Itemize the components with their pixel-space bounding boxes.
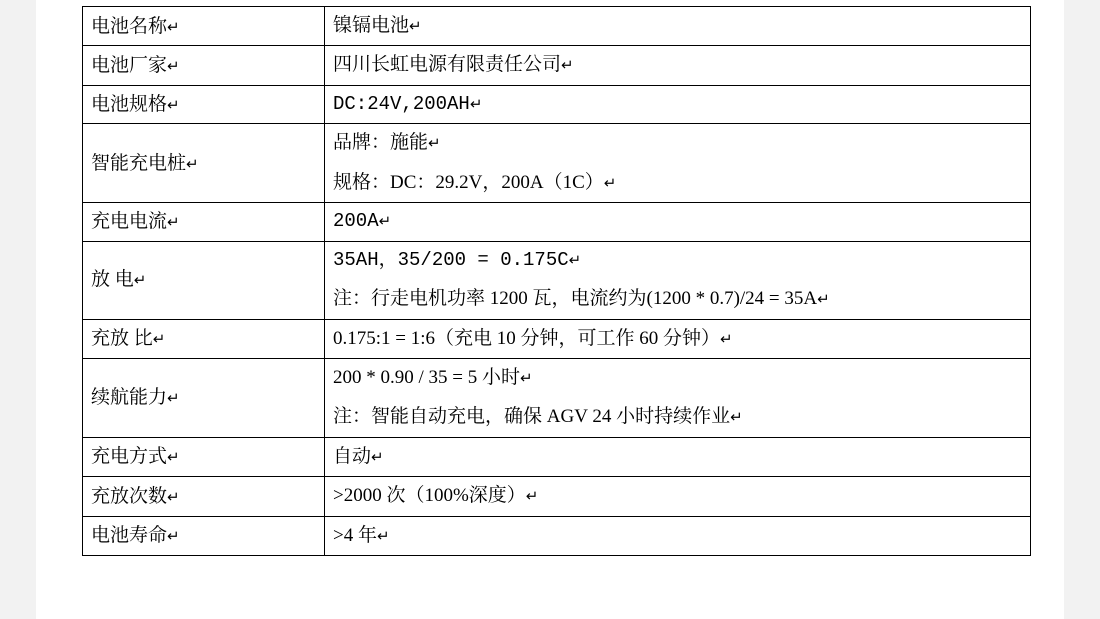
- row-label-cell: [83, 85, 325, 123]
- table-row: [83, 319, 1031, 358]
- value-text: >4 年: [333, 524, 377, 546]
- table-row: [83, 241, 1031, 319]
- value-line: [333, 168, 1022, 198]
- pilcrow-mark: ↵: [520, 370, 533, 387]
- pilcrow-mark: ↵: [152, 332, 166, 348]
- row-value-cell: [325, 241, 1031, 319]
- value-line: [333, 11, 1022, 41]
- row-label-cell: [83, 516, 325, 555]
- row-value-cell: [325, 477, 1031, 516]
- pilcrow-mark: ↵: [167, 19, 180, 36]
- row-label-cell: [83, 203, 325, 241]
- row-label: 充电方式: [91, 446, 168, 468]
- table-row: [83, 7, 1031, 46]
- row-label: 电池厂家: [91, 54, 168, 76]
- value-text: 注：行走电机功率 1200 瓦，电流约为(1200 * 0.7)/24 = 35A: [333, 288, 818, 310]
- right-margin-strip: [1064, 0, 1100, 619]
- value-text: 0.175:1 = 1:6（充电 10 分钟，可工作 60 分钟）: [333, 327, 721, 349]
- row-value-cell: [325, 46, 1031, 85]
- value-line: [333, 246, 1022, 275]
- pilcrow-mark: ↵: [167, 391, 180, 408]
- value-text: 规格：DC：29.2V，200A（1C）: [333, 171, 604, 193]
- value-line: [333, 442, 1022, 472]
- value-line: [333, 207, 1022, 236]
- pilcrow-mark: ↵: [525, 489, 539, 506]
- pilcrow-mark: ↵: [720, 331, 733, 348]
- pilcrow-mark: ↵: [133, 273, 147, 290]
- row-value-cell: [325, 437, 1031, 476]
- table-row: [83, 516, 1031, 555]
- row-label: 充放 比: [91, 328, 153, 349]
- value-line: [333, 481, 1022, 511]
- value-text: 注：智能自动充电，确保 AGV 24 小时持续作业: [333, 406, 731, 428]
- row-value-cell: [325, 319, 1031, 358]
- row-label: 充放次数: [91, 485, 168, 507]
- row-label-cell: [83, 46, 325, 85]
- row-label: 智能充电桩: [91, 152, 187, 174]
- value-line: [333, 90, 1022, 119]
- pilcrow-mark: ↵: [469, 96, 483, 113]
- table-row: [83, 46, 1031, 85]
- value-line: [333, 402, 1022, 432]
- pilcrow-mark: ↵: [817, 292, 830, 309]
- value-text: 四川长虹电源有限责任公司: [333, 54, 562, 76]
- pilcrow-mark: ↵: [603, 175, 617, 192]
- row-value-cell: [325, 85, 1031, 123]
- row-label-cell: [83, 358, 325, 437]
- spec-table-body: [83, 7, 1031, 556]
- pilcrow-mark: ↵: [730, 410, 743, 427]
- row-label-cell: [83, 437, 325, 476]
- pilcrow-mark: ↵: [409, 19, 422, 35]
- row-label-cell: [83, 7, 325, 46]
- row-value-cell: [325, 7, 1031, 46]
- value-text: 200 * 0.90 / 35 = 5 小时: [333, 366, 520, 388]
- table-row: [83, 477, 1031, 516]
- pilcrow-mark: ↵: [186, 156, 199, 173]
- table-row: [83, 203, 1031, 241]
- value-line: [333, 521, 1022, 551]
- row-label-cell: [83, 477, 325, 516]
- value-text: 200A: [333, 210, 379, 233]
- pilcrow-mark: ↵: [568, 252, 582, 269]
- row-label: 续航能力: [91, 387, 168, 409]
- table-row: [83, 437, 1031, 476]
- table-row: [83, 85, 1031, 123]
- spec-table-container: [82, 6, 996, 556]
- row-label-cell: [83, 319, 325, 358]
- row-label: 放 电: [91, 269, 134, 291]
- value-text: DC:24V,200AH: [333, 92, 470, 115]
- battery-spec-table: [82, 6, 1031, 556]
- value-line: [333, 324, 1022, 354]
- value-line: [333, 284, 1022, 314]
- row-label-cell: [83, 241, 325, 319]
- value-line: [333, 363, 1022, 393]
- value-text: 35AH，35/200 = 0.175C: [333, 248, 569, 271]
- row-value-cell: [325, 203, 1031, 241]
- row-value-cell: [325, 516, 1031, 555]
- value-text: 自动: [333, 445, 372, 467]
- row-label: 电池名称: [91, 15, 168, 37]
- pilcrow-mark: ↵: [371, 449, 384, 466]
- value-text: 镍镉电池: [333, 15, 410, 36]
- row-label: 电池寿命: [91, 525, 168, 547]
- pilcrow-mark: ↵: [378, 214, 392, 231]
- pilcrow-mark: ↵: [376, 528, 390, 545]
- value-text: >2000 次（100%深度）: [333, 485, 526, 507]
- pilcrow-mark: ↵: [167, 215, 180, 232]
- pilcrow-mark: ↵: [167, 97, 180, 114]
- row-label: 充电电流: [91, 211, 168, 233]
- pilcrow-mark: ↵: [561, 58, 574, 75]
- left-margin-strip: [0, 0, 36, 619]
- value-line: [333, 128, 1022, 158]
- row-label: 电池规格: [91, 93, 168, 115]
- value-line: [333, 50, 1022, 80]
- pilcrow-mark: ↵: [167, 529, 180, 546]
- pilcrow-mark: ↵: [167, 450, 180, 467]
- pilcrow-mark: ↵: [428, 136, 441, 153]
- row-value-cell: [325, 124, 1031, 203]
- row-label-cell: [83, 124, 325, 203]
- value-text: 品牌：施能: [333, 132, 429, 154]
- pilcrow-mark: ↵: [167, 489, 180, 506]
- row-value-cell: [325, 358, 1031, 437]
- table-row: [83, 358, 1031, 437]
- pilcrow-mark: ↵: [167, 58, 180, 75]
- table-row: [83, 124, 1031, 203]
